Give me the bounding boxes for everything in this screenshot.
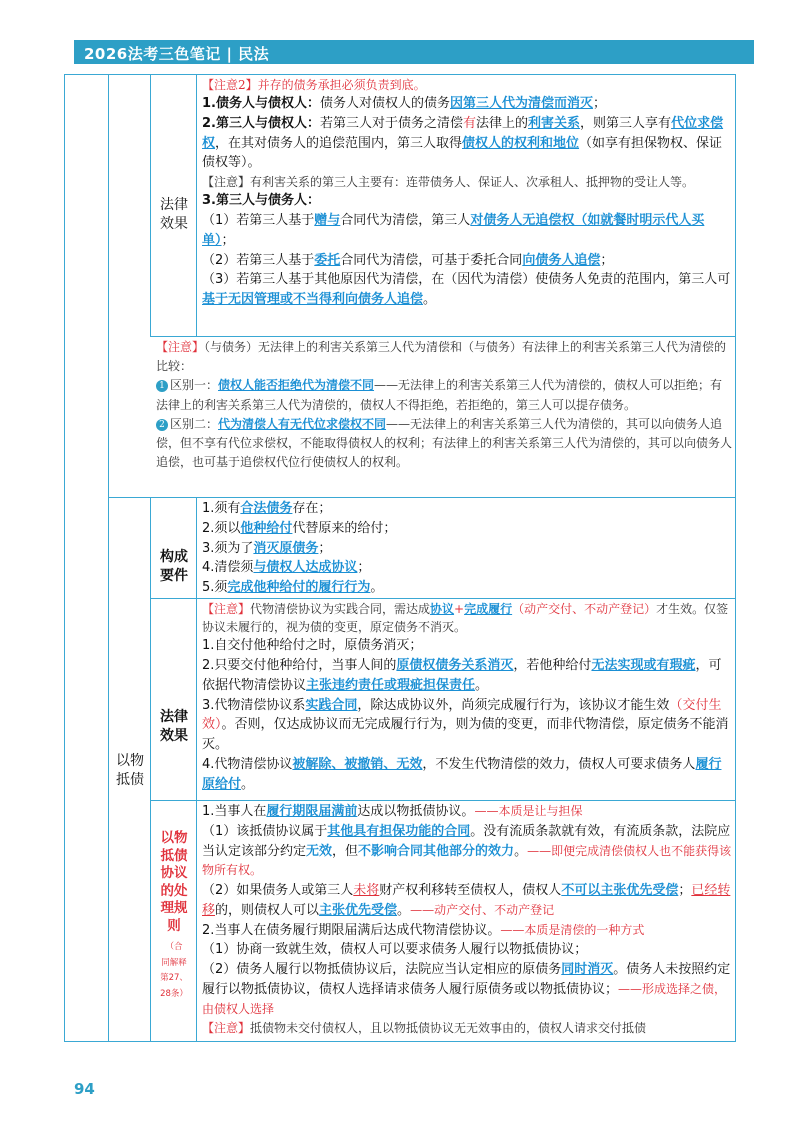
item-3-2: （2）若第三人基于委托合同代为清偿，可基于委托合同向债务人追偿； (202, 252, 614, 268)
note-practical-contract: 【注意】代物清偿协议为实践合同，需达成协议+完成履行（动产交付、不动产登记）才生效。仅签协议未履行的，视为债的变更，原定债务不消灭。 (202, 602, 729, 635)
number-1-icon: 1 (156, 380, 168, 392)
difference-1: 1 区别一：债权人能否拒绝代为清偿不同——无法律上的利害关系第三人代为清偿的，债权人可以拒绝；有法律上的利害关系第三人代为清偿的，债权人不得拒绝，若拒绝的，第三人可以提存债务。 (156, 378, 723, 412)
effect-1: 1.自交付他种给付之时，原债务消灭； (202, 638, 423, 654)
item-2: 2.第三人与债权人：若第三人对于债务之清偿有法律上的利害关系，则第三人享有代位求偿权，在其对债务人的追偿范围内，第三人取得债权人的权利和地位（如享有担保物权、保证债权等）。 (202, 115, 724, 171)
section-comparison-note (156, 338, 732, 472)
section-legal-effect (202, 76, 732, 310)
item-3: 3.第三人与债务人： (202, 193, 320, 209)
item-3-1: （1）若第三人基于赠与合同代为清偿，第三人对债务人无追偿权（如就餐时明示代人买单）； (202, 213, 705, 248)
col-divider-2 (150, 74, 151, 336)
label-yiwu-dizhai: 以物 抵债 (116, 753, 144, 788)
rule-2-2: （2）债务人履行以物抵债协议后，法院应当认定相应的原债务同时消灭。债务人未按照约定履行以物抵债协议，债权人选择请求债务人履行原债务或以物抵债协议；——形成选择之债，由债权人选择 (202, 962, 731, 1016)
row-divider-2 (108, 497, 736, 498)
effect-2: 2.只要交付他种给付，当事人间的原债权债务关系消灭，若他种给付无法实现或有瑕疵，可依据代物清偿协议主张违约责任或瑕疵担保责任。 (202, 658, 722, 693)
label-legal-effect-2: 法律 效果 (160, 709, 188, 744)
rule-1-2: （2）如果债务人或第三人未将财产权利移转至债权人，债权人不可以主张优先受偿；已经转移的，则债权人可以主张优先受偿。——动产交付、不动产登记 (202, 883, 731, 918)
col-divider-3 (150, 497, 151, 1042)
requirement-2: 2.须以他种给付代替原来的给付； (202, 520, 397, 536)
row-divider-4 (150, 800, 736, 801)
comparison-intro: 【注意】（与债务）无法律上的利害关系第三人代为清偿和（与债务）有法律上的利害关系第三人代为清偿的比较： (156, 340, 727, 374)
number-2-icon: 2 (156, 419, 168, 431)
section-composition (202, 499, 732, 598)
requirement-4: 4.清偿须与债权人达成协议； (202, 560, 371, 576)
col-divider-1 (108, 74, 109, 1042)
section-legal-effect-2 (202, 600, 732, 794)
effect-3: 3.代物清偿协议系实践合同，除达成协议外，尚须完成履行行为，该协议才能生效（交付生效）。否则，仅达成协议而无完成履行行为，则为债的变更，而非代物清偿，原定债务不能消灭。 (202, 697, 729, 753)
row-divider-1 (150, 336, 736, 337)
item-1: 1.债务人与债权人：债务人对债权人的债务因第三人代为清偿而消灭； (202, 96, 607, 112)
requirement-5: 5.须完成他种给付的履行行为。 (202, 580, 384, 595)
note-2: 【注意2】并存的债务承担必须负责到底。 (202, 78, 426, 92)
header-title: 2026法考三色笔记 | 民法 (84, 45, 270, 63)
page-number: 94 (74, 1080, 95, 1098)
rule-1: 1.当事人在履行期限届满前达成以物抵债协议。——本质是让与担保 (202, 804, 583, 819)
rule-2-1: （1）协商一致就生效，债权人可以要求债务人履行以物抵债协议； (202, 942, 588, 958)
effect-4: 4.代物清偿协议被解除、被撤销、无效，不发生代物清偿的效力，债权人可要求债务人履行原给付。 (202, 756, 722, 792)
section-handling-rules (202, 802, 732, 1037)
item-3-3: （3）若第三人基于其他原因代为清偿，在（因代为清偿）使债务人免责的范围内，第三人可基于无因管理或不当得利向债务人追偿。 (202, 272, 731, 308)
rule-2: 2.当事人在债务履行期限届满后达成代物清偿协议。——本质是清偿的一种方式 (202, 922, 645, 938)
row-divider-3 (150, 598, 736, 599)
col-divider-5 (196, 497, 197, 1042)
col-divider-4 (196, 74, 197, 336)
label-handling-source: （合 同解释 第27、 28条） (160, 942, 188, 1000)
page-header (74, 40, 754, 64)
requirement-3: 3.须为了消灭原债务； (202, 540, 332, 556)
note-interested-party: 【注意】有利害关系的第三人主要有：连带债务人、保证人、次承租人、抵押物的受让人等。 (202, 175, 695, 190)
label-handling-rules: 以物 抵债 协议 的处 理规 则 (160, 830, 188, 934)
label-composition: 构成 要件 (160, 549, 188, 584)
difference-2: 2 区别二：代为清偿人有无代位求偿权不同——无法律上的利害关系第三人代为清偿的，其可以向债务人追偿，但不享有代位求偿权，不能取得债权人的权利；有法律上的利害关系第三人代为清偿的，其可以向债务人追偿，也可基于追偿权代位行使债权人的权利。 (156, 416, 733, 470)
note-delivery: 【注意】抵债物未交付债权人，且以物抵债协议无无效事由的，债权人请求交付抵债 (202, 1021, 647, 1036)
rule-1-1: （1）该抵债协议属于其他具有担保功能的合同。没有流质条款就有效，有流质条款，法院应当认定该部分约定无效，但不影响合同其他部分的效力。——即便完成清偿债权人也不能获得该物所有权。 (202, 823, 732, 878)
requirement-1: 1.须有合法债务存在； (202, 501, 332, 516)
label-legal-effect: 法律 效果 (160, 197, 188, 232)
